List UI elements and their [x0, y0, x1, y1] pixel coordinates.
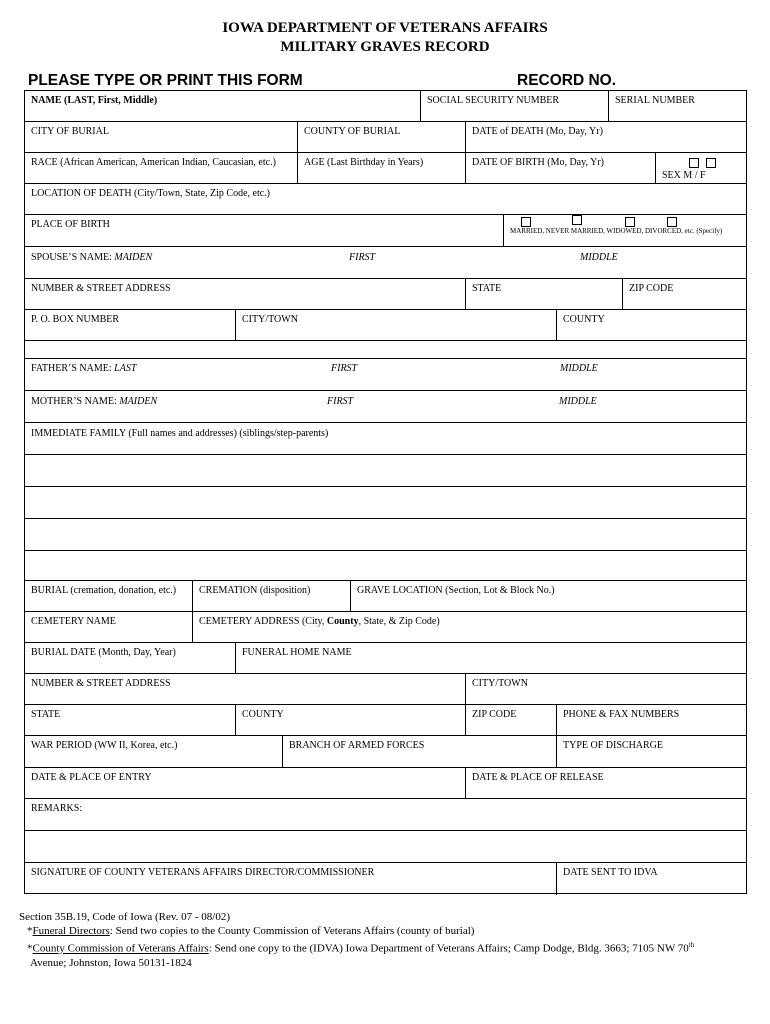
- zip-field[interactable]: [623, 279, 748, 309]
- father-first-label: FIRST: [331, 363, 358, 374]
- funeral-directors-note: *Funeral Directors: Send two copies to the County Commission of Veterans Affairs (county of burial): [27, 925, 475, 937]
- row-remarks[interactable]: [25, 799, 746, 831]
- row-blank: [25, 341, 746, 359]
- cemetery-name-label: CEMETERY NAME: [31, 616, 116, 627]
- never-married-checkbox[interactable]: [572, 215, 582, 225]
- spouse-middle-label: MIDDLE: [580, 252, 618, 263]
- sex-female-checkbox[interactable]: [706, 158, 716, 168]
- county-commission-note: *County Commission of Veterans Affairs: Send one copy to the (IDVA) Iowa Department of Veterans Affairs; Camp Dodge, Bldg. 3663; 7105 NW 70th: [27, 941, 695, 955]
- date-of-death-field[interactable]: [466, 122, 748, 152]
- marital-status-label: MARRIED, NEVER MARRIED, WIDOWED, DIVORCED, etc. (Specify): [510, 227, 723, 235]
- county-field[interactable]: [557, 310, 748, 340]
- funeral-county-field[interactable]: [236, 705, 466, 735]
- record-number-label: RECORD NO.: [517, 72, 617, 89]
- burial-date-label: BURIAL DATE (Month, Day, Year): [31, 647, 176, 658]
- footer-notes: [0, 910, 694, 970]
- date-sent-field[interactable]: [557, 863, 748, 895]
- row-cemetery: [25, 612, 746, 643]
- state-field[interactable]: [466, 279, 623, 309]
- funeral-city-field[interactable]: [466, 674, 748, 704]
- discharge-field[interactable]: [557, 736, 748, 767]
- cremation-field[interactable]: [193, 581, 351, 611]
- age-label: AGE (Last Birthday in Years): [304, 157, 424, 168]
- sex-label: SEX M / F: [662, 170, 706, 181]
- name-field[interactable]: [25, 91, 421, 121]
- mother-first-label: FIRST: [327, 396, 354, 407]
- row-name: [25, 91, 746, 122]
- funeral-home-label: FUNERAL HOME NAME: [242, 647, 352, 658]
- row-location-death: [25, 184, 746, 215]
- location-of-death-label: LOCATION OF DEATH (City/Town, State, Zip Code, etc.): [31, 188, 270, 199]
- row-signature: [25, 863, 746, 895]
- graves-record-form: [24, 90, 747, 894]
- phone-fax-field[interactable]: [557, 705, 748, 735]
- place-of-birth-label: PLACE OF BIRTH: [31, 219, 110, 230]
- burial-label: BURIAL (cremation, donation, etc.): [31, 585, 177, 596]
- funeral-street-field[interactable]: [25, 674, 466, 704]
- row-spouse[interactable]: [25, 247, 746, 279]
- remarks-label: REMARKS:: [31, 803, 83, 814]
- family-line[interactable]: [25, 519, 746, 551]
- cemetery-address-label: CEMETERY ADDRESS (City, County, State, & Zip Code): [199, 616, 440, 627]
- father-last-label: LAST: [114, 363, 137, 374]
- row-street: [25, 279, 746, 310]
- father-label: FATHER’S NAME:: [31, 363, 112, 374]
- row-immediate-family[interactable]: [25, 423, 746, 455]
- married-checkbox[interactable]: [521, 217, 531, 227]
- row-funeral-state: [25, 705, 746, 736]
- funeral-county-label: COUNTY: [242, 709, 284, 720]
- date-of-death-label: DATE of DEATH (Mo, Day, Yr): [472, 126, 603, 137]
- entry-field[interactable]: [25, 768, 466, 798]
- spouse-maiden-label: MAIDEN: [114, 252, 153, 263]
- burial-date-field[interactable]: [25, 643, 236, 673]
- funeral-city-label: CITY/TOWN: [472, 678, 528, 689]
- state-label: STATE: [472, 283, 502, 294]
- funeral-home-field[interactable]: [236, 643, 748, 673]
- race-field[interactable]: [25, 153, 298, 183]
- row-father[interactable]: [25, 359, 746, 391]
- cemetery-name-field[interactable]: [25, 612, 193, 642]
- city-of-burial-field[interactable]: [25, 122, 298, 152]
- grave-location-label: GRAVE LOCATION (Section, Lot & Block No.): [357, 585, 555, 596]
- grave-location-field[interactable]: [351, 581, 748, 611]
- form-title: IOWA DEPARTMENT OF VETERANS AFFAIRS: [222, 20, 548, 36]
- place-of-birth-field[interactable]: [25, 215, 504, 246]
- county-of-burial-field[interactable]: [298, 122, 466, 152]
- spouse-first-label: FIRST: [349, 252, 376, 263]
- signature-label: SIGNATURE OF COUNTY VETERANS AFFAIRS DIRECTOR/COMMISSIONER: [31, 867, 375, 878]
- cremation-label: CREMATION (disposition): [199, 585, 311, 596]
- address-line: Avenue; Johnston, Iowa 50131-1824: [30, 956, 192, 969]
- race-label: RACE (African American, American Indian, Caucasian, etc.): [31, 157, 276, 168]
- release-field[interactable]: [466, 768, 748, 798]
- code-reference: Section 35B.19, Code of Iowa (Rev. 07 - 08/02): [19, 911, 231, 923]
- zip-label: ZIP CODE: [629, 283, 674, 294]
- form-subtitle: MILITARY GRAVES RECORD: [280, 39, 490, 55]
- funeral-state-field[interactable]: [25, 705, 236, 735]
- mother-label: MOTHER’S NAME:: [31, 396, 117, 407]
- county-of-burial-label: COUNTY OF BURIAL: [304, 126, 401, 137]
- po-box-label: P. O. BOX NUMBER: [31, 314, 120, 325]
- widowed-checkbox[interactable]: [625, 217, 635, 227]
- ssn-field[interactable]: [421, 91, 609, 121]
- row-entry: [25, 768, 746, 799]
- remarks-line[interactable]: [25, 831, 746, 863]
- city-town-field[interactable]: [236, 310, 557, 340]
- serial-label: SERIAL NUMBER: [615, 95, 695, 106]
- row-war: [25, 736, 746, 768]
- funeral-state-label: STATE: [31, 709, 61, 720]
- divorced-checkbox[interactable]: [667, 217, 677, 227]
- discharge-label: TYPE OF DISCHARGE: [563, 740, 664, 751]
- city-town-label: CITY/TOWN: [242, 314, 298, 325]
- serial-field[interactable]: [609, 91, 748, 121]
- sex-field: [656, 153, 748, 183]
- mother-middle-label: MIDDLE: [559, 396, 597, 407]
- funeral-zip-field[interactable]: [466, 705, 557, 735]
- street-address-label: NUMBER & STREET ADDRESS: [31, 283, 171, 294]
- sex-male-checkbox[interactable]: [689, 158, 699, 168]
- date-sent-label: DATE SENT TO IDVA: [563, 867, 658, 878]
- po-box-field[interactable]: [25, 310, 236, 340]
- row-burial: [25, 581, 746, 612]
- row-place-birth: [25, 215, 746, 247]
- date-of-birth-label: DATE OF BIRTH (Mo, Day, Yr): [472, 157, 604, 168]
- funeral-zip-label: ZIP CODE: [472, 709, 517, 720]
- age-field[interactable]: [298, 153, 466, 183]
- family-line[interactable]: [25, 455, 746, 487]
- location-of-death-field[interactable]: [25, 184, 748, 214]
- release-label: DATE & PLACE OF RELEASE: [472, 772, 604, 783]
- instruction-text: PLEASE TYPE OR PRINT THIS FORM: [28, 72, 303, 89]
- county-label: COUNTY: [563, 314, 605, 325]
- row-mother[interactable]: [25, 391, 746, 423]
- street-address-field[interactable]: [25, 279, 466, 309]
- family-line[interactable]: [25, 487, 746, 519]
- father-middle-label: MIDDLE: [560, 363, 598, 374]
- spouse-label: SPOUSE’S NAME:: [31, 252, 112, 263]
- funeral-street-label: NUMBER & STREET ADDRESS: [31, 678, 171, 689]
- family-line[interactable]: [25, 551, 746, 581]
- mother-maiden-label: MAIDEN: [119, 396, 158, 407]
- row-pobox: [25, 310, 746, 341]
- phone-fax-label: PHONE & FAX NUMBERS: [563, 709, 680, 720]
- city-of-burial-label: CITY OF BURIAL: [31, 126, 109, 137]
- entry-label: DATE & PLACE OF ENTRY: [31, 772, 152, 783]
- date-of-birth-field[interactable]: [466, 153, 656, 183]
- burial-field[interactable]: [25, 581, 193, 611]
- immediate-family-label: IMMEDIATE FAMILY (Full names and addresses) (siblings/step-parents): [31, 428, 329, 439]
- row-funeral-street: [25, 674, 746, 705]
- row-burial-date: [25, 643, 746, 674]
- ssn-label: SOCIAL SECURITY NUMBER: [427, 95, 560, 106]
- branch-field[interactable]: [283, 736, 557, 767]
- war-period-label: WAR PERIOD (WW II, Korea, etc.): [31, 740, 178, 751]
- marital-status-field: [504, 215, 748, 246]
- row-burial-city: [25, 122, 746, 153]
- cemetery-address-field[interactable]: [193, 612, 748, 642]
- war-period-field[interactable]: [25, 736, 283, 767]
- name-label: NAME (LAST, First, Middle): [31, 95, 158, 106]
- branch-label: BRANCH OF ARMED FORCES: [289, 740, 425, 751]
- signature-field[interactable]: [25, 863, 557, 895]
- row-race: [25, 153, 746, 184]
